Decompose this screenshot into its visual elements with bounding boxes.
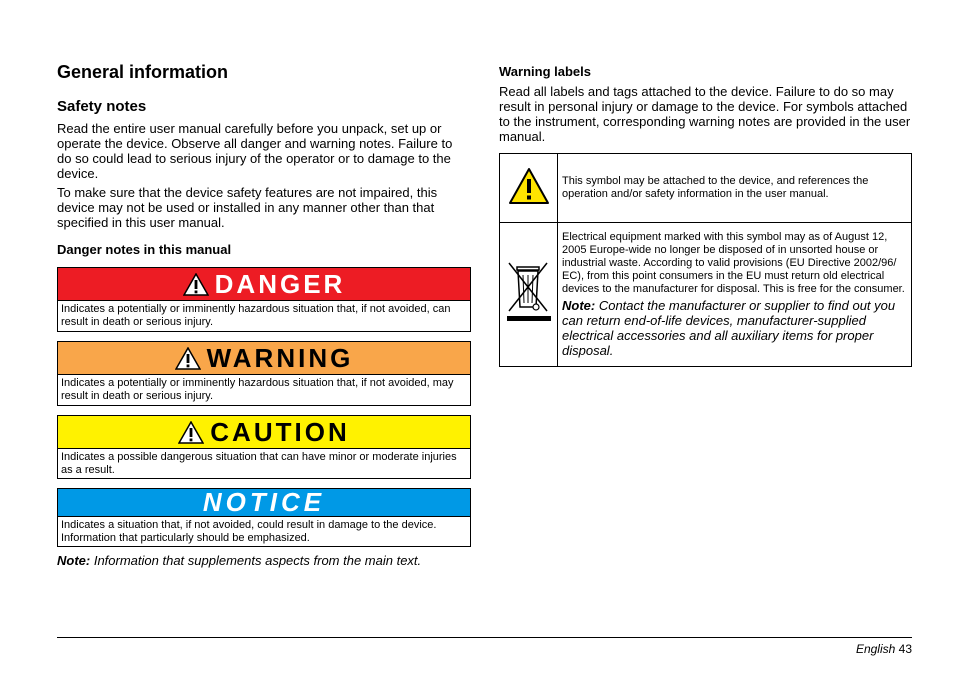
icon-cell: [500, 223, 558, 367]
notice-box: [57, 488, 471, 547]
warning-labels-heading: Warning labels: [499, 64, 591, 79]
caution-label: CAUTION: [210, 416, 350, 447]
symbol-description: [558, 223, 912, 367]
footer: [856, 642, 912, 656]
icon-cell: [500, 154, 558, 223]
warning-labels-paragraph: Read all labels and tags attached to the device. Failure to do so may result in personal injury or damage to the device. For symbols attached to the instrument, corresponding warning notes are provided in the user manual.: [499, 84, 911, 144]
page-number: 43: [898, 642, 912, 656]
crossed-bin-icon: [505, 261, 553, 323]
notice-band: [58, 489, 470, 517]
footer-rule: [57, 637, 912, 638]
danger-label: DANGER: [214, 268, 346, 299]
warning-triangle-icon: [175, 347, 201, 370]
table-row: [500, 154, 912, 223]
safety-notes-heading: Safety notes: [57, 98, 147, 115]
note-text: Information that supplements aspects from the main text.: [90, 553, 422, 568]
safety-paragraph-2: To make sure that the device safety features are not impaired, this device may not be used or installed in any manner other than that specified in this user manual.: [57, 185, 438, 230]
notice-text: Indicates a situation that, if not avoided, could result in damage to the device. Information that particularly should be emphasized.: [61, 519, 437, 544]
notice-label: NOTICE: [202, 487, 326, 517]
note-label: Note:: [562, 298, 596, 313]
warning-text: Indicates a potentially or imminently hazardous situation that, if not avoided, may result in death or serious injury.: [61, 377, 454, 402]
caution-text: Indicates a possible dangerous situation that can have minor or moderate injuries as a result.: [61, 451, 457, 476]
caution-band: [58, 416, 470, 449]
note-text: Contact the manufacturer or supplier to find out you can return end-of-life devices, manufacturer-supplied electrical accessories and all auxiliary items for proper disposal.: [562, 298, 896, 358]
caution-box: [57, 415, 471, 479]
warning-box: [57, 341, 471, 406]
footer-language: English: [855, 642, 896, 656]
warning-band: [58, 342, 470, 375]
table-row: [500, 223, 912, 367]
section-heading: General information: [57, 62, 229, 82]
warning-triangle-icon: [178, 421, 204, 444]
danger-notes-heading: Danger notes in this manual: [57, 242, 232, 257]
weee-note: [562, 298, 907, 358]
warning-triangle-icon: [183, 273, 209, 296]
note-line: [57, 553, 471, 568]
danger-band: [58, 268, 470, 301]
warning-triangle-icon: [508, 167, 550, 205]
warning-label: WARNING: [206, 342, 354, 373]
symbol-description: This symbol may be attached to the device, and references the operation and/or safety information in the user manual.: [558, 154, 912, 223]
danger-box: [57, 267, 471, 332]
safety-paragraph-1: Read the entire user manual carefully before you unpack, set up or operate the device. Observe all danger and warning notes. Failure to do so could lead to serious injury of the operator or to damage to the device.: [57, 121, 453, 181]
danger-text: Indicates a potentially or imminently hazardous situation that, if not avoided, can result in death or serious injury.: [61, 303, 451, 328]
warning-labels-table: [499, 153, 912, 367]
weee-text: Electrical equipment marked with this symbol may as of August 12, 2005 Europe-wide no longer be disposed of in unsorted house or industrial waste. According to valid provisions (EU Directive 2002/96/ EC), from this point consumers in the EU must return old electrical devices to the manufacturer for disposal. This is free for the consumer.: [562, 231, 905, 295]
note-label: Note:: [57, 553, 91, 568]
